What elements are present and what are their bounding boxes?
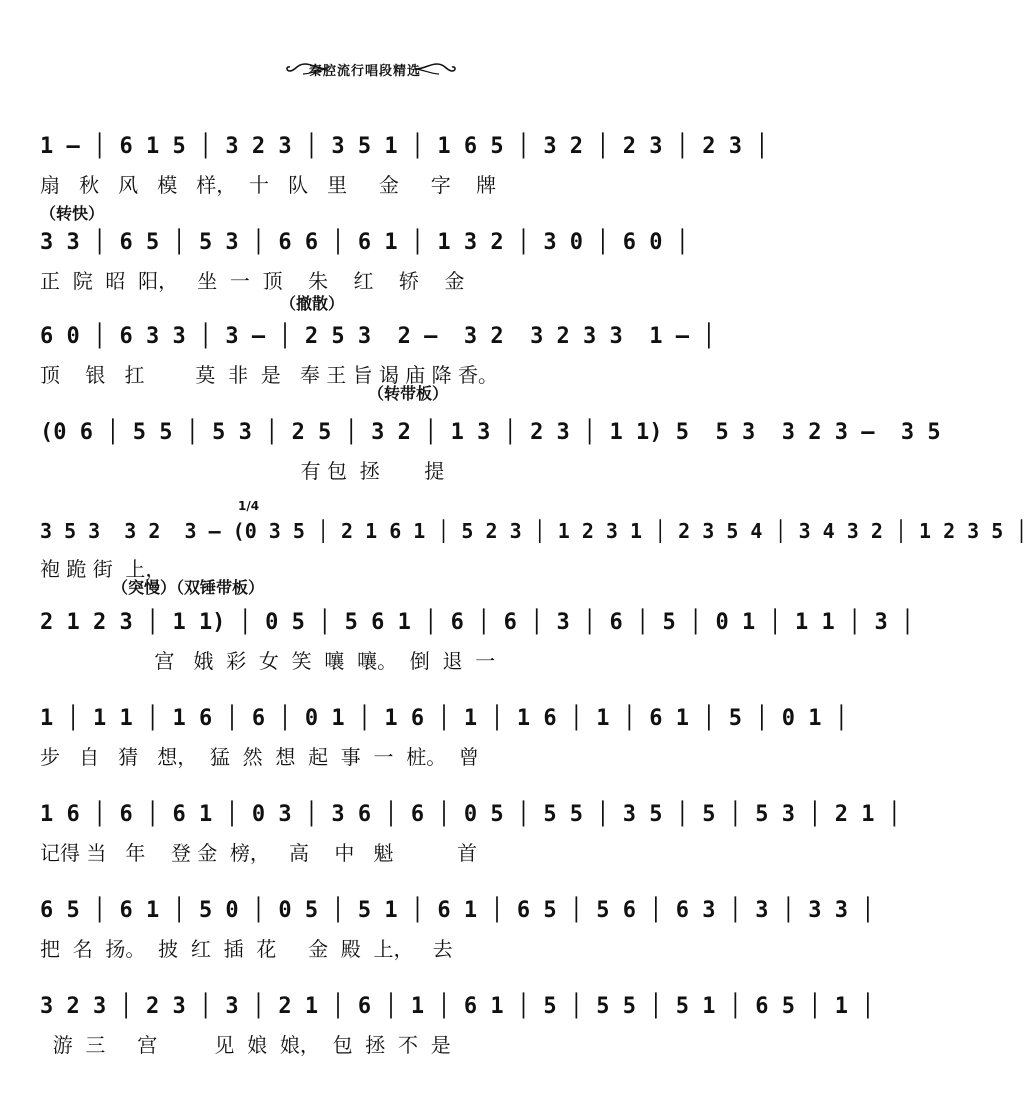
notation-line: 3 2 3 │ 2 3 │ 3 │ 2 1 │ 6 │ 1 │ 6 1 │ 5 │ 5 5 │ 5 1 │ 6 5 │ 1 │ — [40, 994, 875, 1019]
lyrics-line: 袍 跪 街 上， — [40, 557, 166, 581]
right-ornament-icon — [413, 62, 459, 76]
notation-line: 3 5 3 3 2 3 – (0 3 5 │ 2 1 6 1 │ 5 2 3 │ 1 2 3 1 │ 2 3 5 4 │ 3 4 3 2 │ 1 2 3 5 │ — [40, 519, 1027, 543]
lyrics-line: 正 院 昭 阳， 坐 一 顶 朱 红 轿 金 — [40, 269, 465, 293]
notation-line: 3 3 │ 6 5 │ 5 3 │ 6 6 │ 6 1 │ 1 3 2 │ 3 0 │ 6 0 │ — [40, 230, 690, 255]
notation-line: 2 1 2 3 │ 1 1) │ 0 5 │ 5 6 1 │ 6 │ 6 │ 3 │ 6 │ 5 │ 0 1 │ 1 1 │ 3 │ — [40, 610, 915, 635]
lyrics-line: 游 三 宫 见 娘 娘， 包 拯 不 是 — [40, 1033, 451, 1057]
lyrics-line: 记得 当 年 登 金 榜， 高 中 魁 首 — [40, 841, 478, 865]
lyrics-line: 扇 秋 风 模 样， 十 队 里 金 字 牌 — [40, 173, 497, 197]
lyrics-line: 步 自 猜 想， 猛 然 想 起 事 一 桩。 曾 — [40, 745, 479, 769]
tempo-mark: （突慢）（双锤带板） — [112, 578, 265, 597]
meter-mark: 1/4 — [238, 499, 260, 513]
tempo-mark: （转快） — [40, 204, 105, 223]
tempo-mark: （转带板） — [368, 384, 449, 403]
page-header — [0, 58, 730, 82]
lyrics-line: 把 名 扬。 披 红 插 花 金 殿 上， 去 — [40, 937, 453, 961]
page-title: 秦腔流行唱段精选 — [308, 64, 421, 79]
lyrics-line: 有 包 拯 提 — [40, 459, 445, 483]
notation-line: 1 │ 1 1 │ 1 6 │ 6 │ 0 1 │ 1 6 │ 1 │ 1 6 │ 1 │ 6 1 │ 5 │ 0 1 │ — [40, 706, 848, 731]
lyrics-line: 宫 娥 彩 女 笑 嚷 嚷。 倒 退 一 — [40, 649, 496, 673]
notation-line: 1 6 │ 6 │ 6 1 │ 0 3 │ 3 6 │ 6 │ 0 5 │ 5 5 │ 3 5 │ 5 │ 5 3 │ 2 1 │ — [40, 802, 901, 827]
tempo-mark: （撤散） — [280, 294, 345, 313]
notation-line: 6 5 │ 6 1 │ 5 0 │ 0 5 │ 5 1 │ 6 1 │ 6 5 │ 5 6 │ 6 3 │ 3 │ 3 3 │ — [40, 898, 875, 923]
notation-line: 1 – │ 6 1 5 │ 3 2 3 │ 3 5 1 │ 1 6 5 │ 3 2 │ 2 3 │ 2 3 │ — [40, 134, 769, 159]
lyrics-line: 顶 银 扛 莫 非 是 奉 王 旨 谒 庙 降 香。 — [40, 363, 499, 387]
notation-line: (0 6 │ 5 5 │ 5 3 │ 2 5 │ 3 2 │ 1 3 │ 2 3 │ 1 1) 5 5 3 3 2 3 – 3 5 — [40, 420, 941, 445]
notation-line: 6 0 │ 6 3 3 │ 3 – │ 2 5 3 2 – 3 2 3 2 3 3 1 – │ — [40, 324, 716, 349]
